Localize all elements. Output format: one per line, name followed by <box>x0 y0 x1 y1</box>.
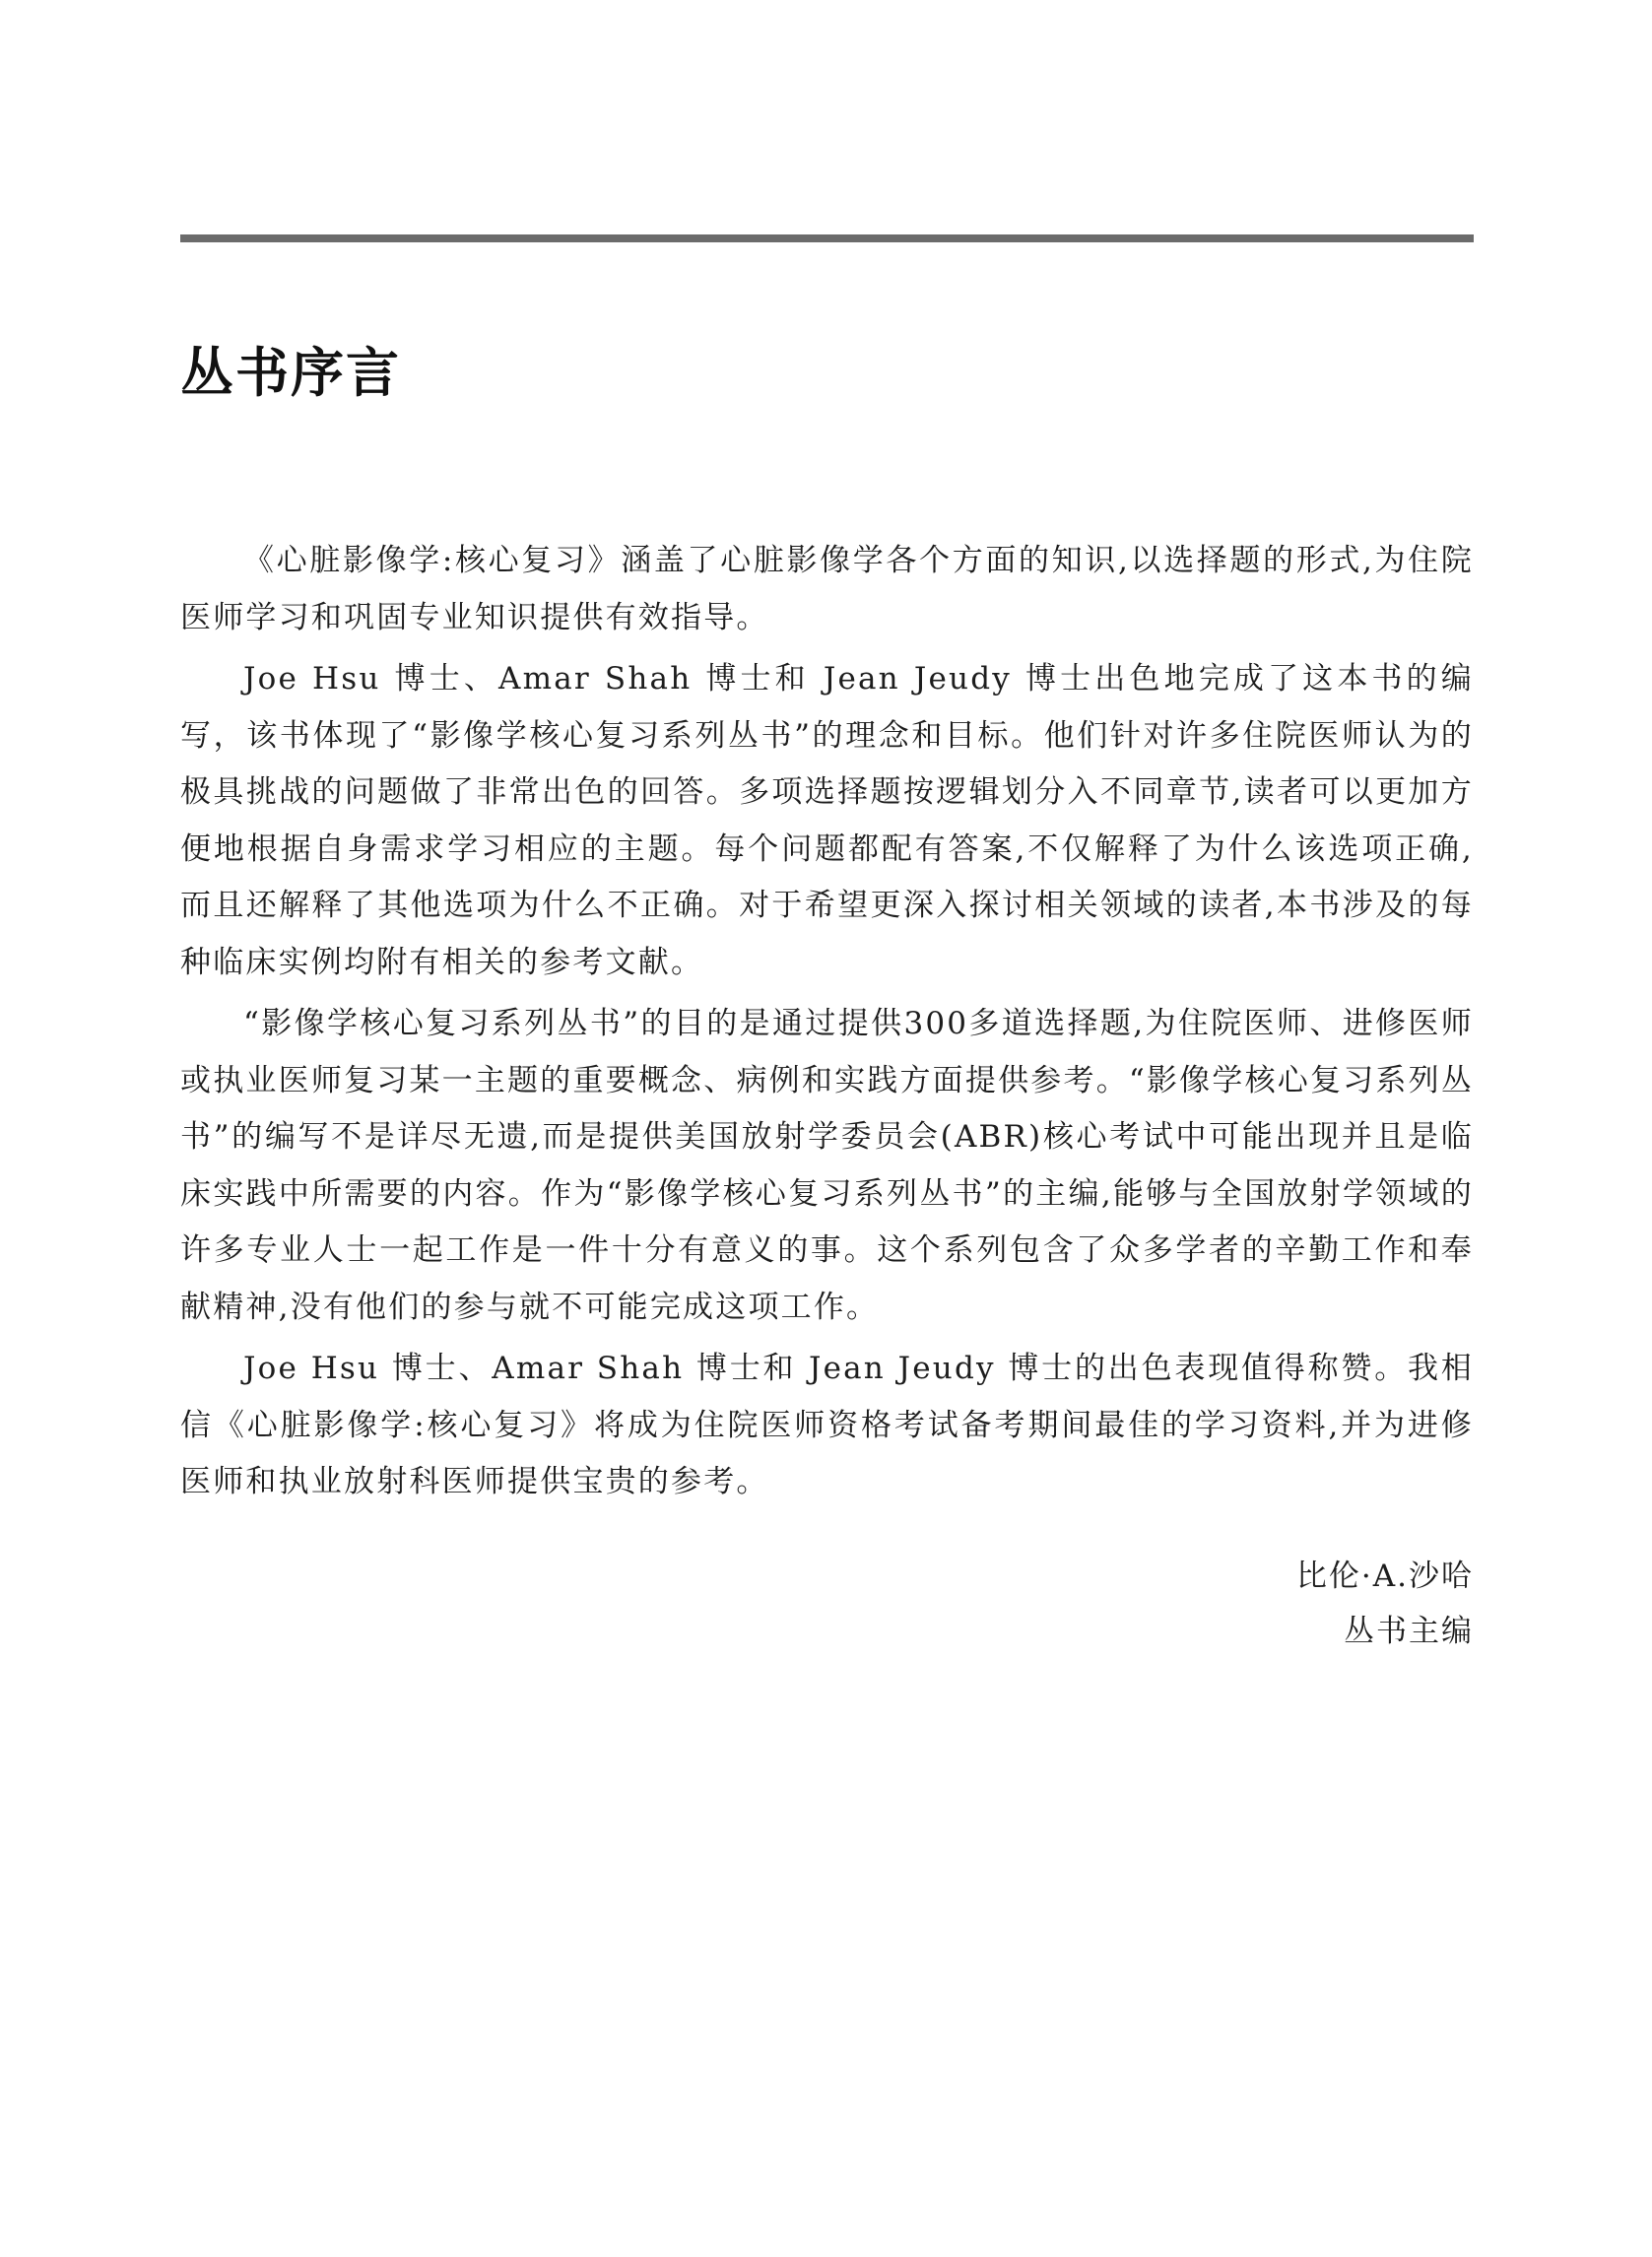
header-rule <box>180 234 1474 242</box>
paragraph-1: 《心脏影像学:核心复习》涵盖了心脏影像学各个方面的知识,以选择题的形式,为住院医师学习和巩固专业知识提供有效指导。 <box>180 543 1474 635</box>
preface-body <box>180 533 1474 1516</box>
page-title: 丛书序言 <box>180 342 401 404</box>
paragraph-3: “影像学核心复习系列丛书”的目的是通过提供300多道选择题,为住院医师、进修医师或执业医师复习某一主题的重要概念、病例和实践方面提供参考。“影像学核心复习系列丛书”的编写不是详尽无遗,而是提供美国放射学委员会(ABR)核心考试中可能出现并且是临床实践中所需要的内容。作为“影像学核心复习系列丛书”的主编,能够与全国放射学领域的许多专业人士一起工作是一件十分有意义的事。这个系列包含了众多学者的辛勤工作和奉献精神,没有他们的参与就不可能完成这项工作。 <box>180 1006 1474 1325</box>
signature-role: 丛书主编 <box>1344 1614 1474 1649</box>
paragraph-2: Joe Hsu 博士、Amar Shah 博士和 Jean Jeudy 博士出色地完成了这本书的编写，该书体现了“影像学核心复习系列丛书”的理念和目标。他们针对许多住院医师认为的极具挑战的问题做了非常出色的回答。多项选择题按逻辑划分入不同章节,读者可以更加方便地根据自身需求学习相应的主题。每个问题都配有答案,不仅解释了为什么该选项正确,而且还解释了其他选项为什么不正确。对于希望更深入探讨相关领域的读者,本书涉及的每种临床实例均附有相关的参考文献。 <box>180 661 1474 980</box>
paragraph-4: Joe Hsu 博士、Amar Shah 博士和 Jean Jeudy 博士的出色表现值得称赞。我相信《心脏影像学:核心复习》将成为住院医师资格考试备考期间最佳的学习资料,并为进修医师和执业放射科医师提供宝贵的参考。 <box>180 1351 1474 1499</box>
signature-block <box>1296 1549 1474 1659</box>
signature-name: 比伦·A.沙哈 <box>1295 1559 1474 1594</box>
